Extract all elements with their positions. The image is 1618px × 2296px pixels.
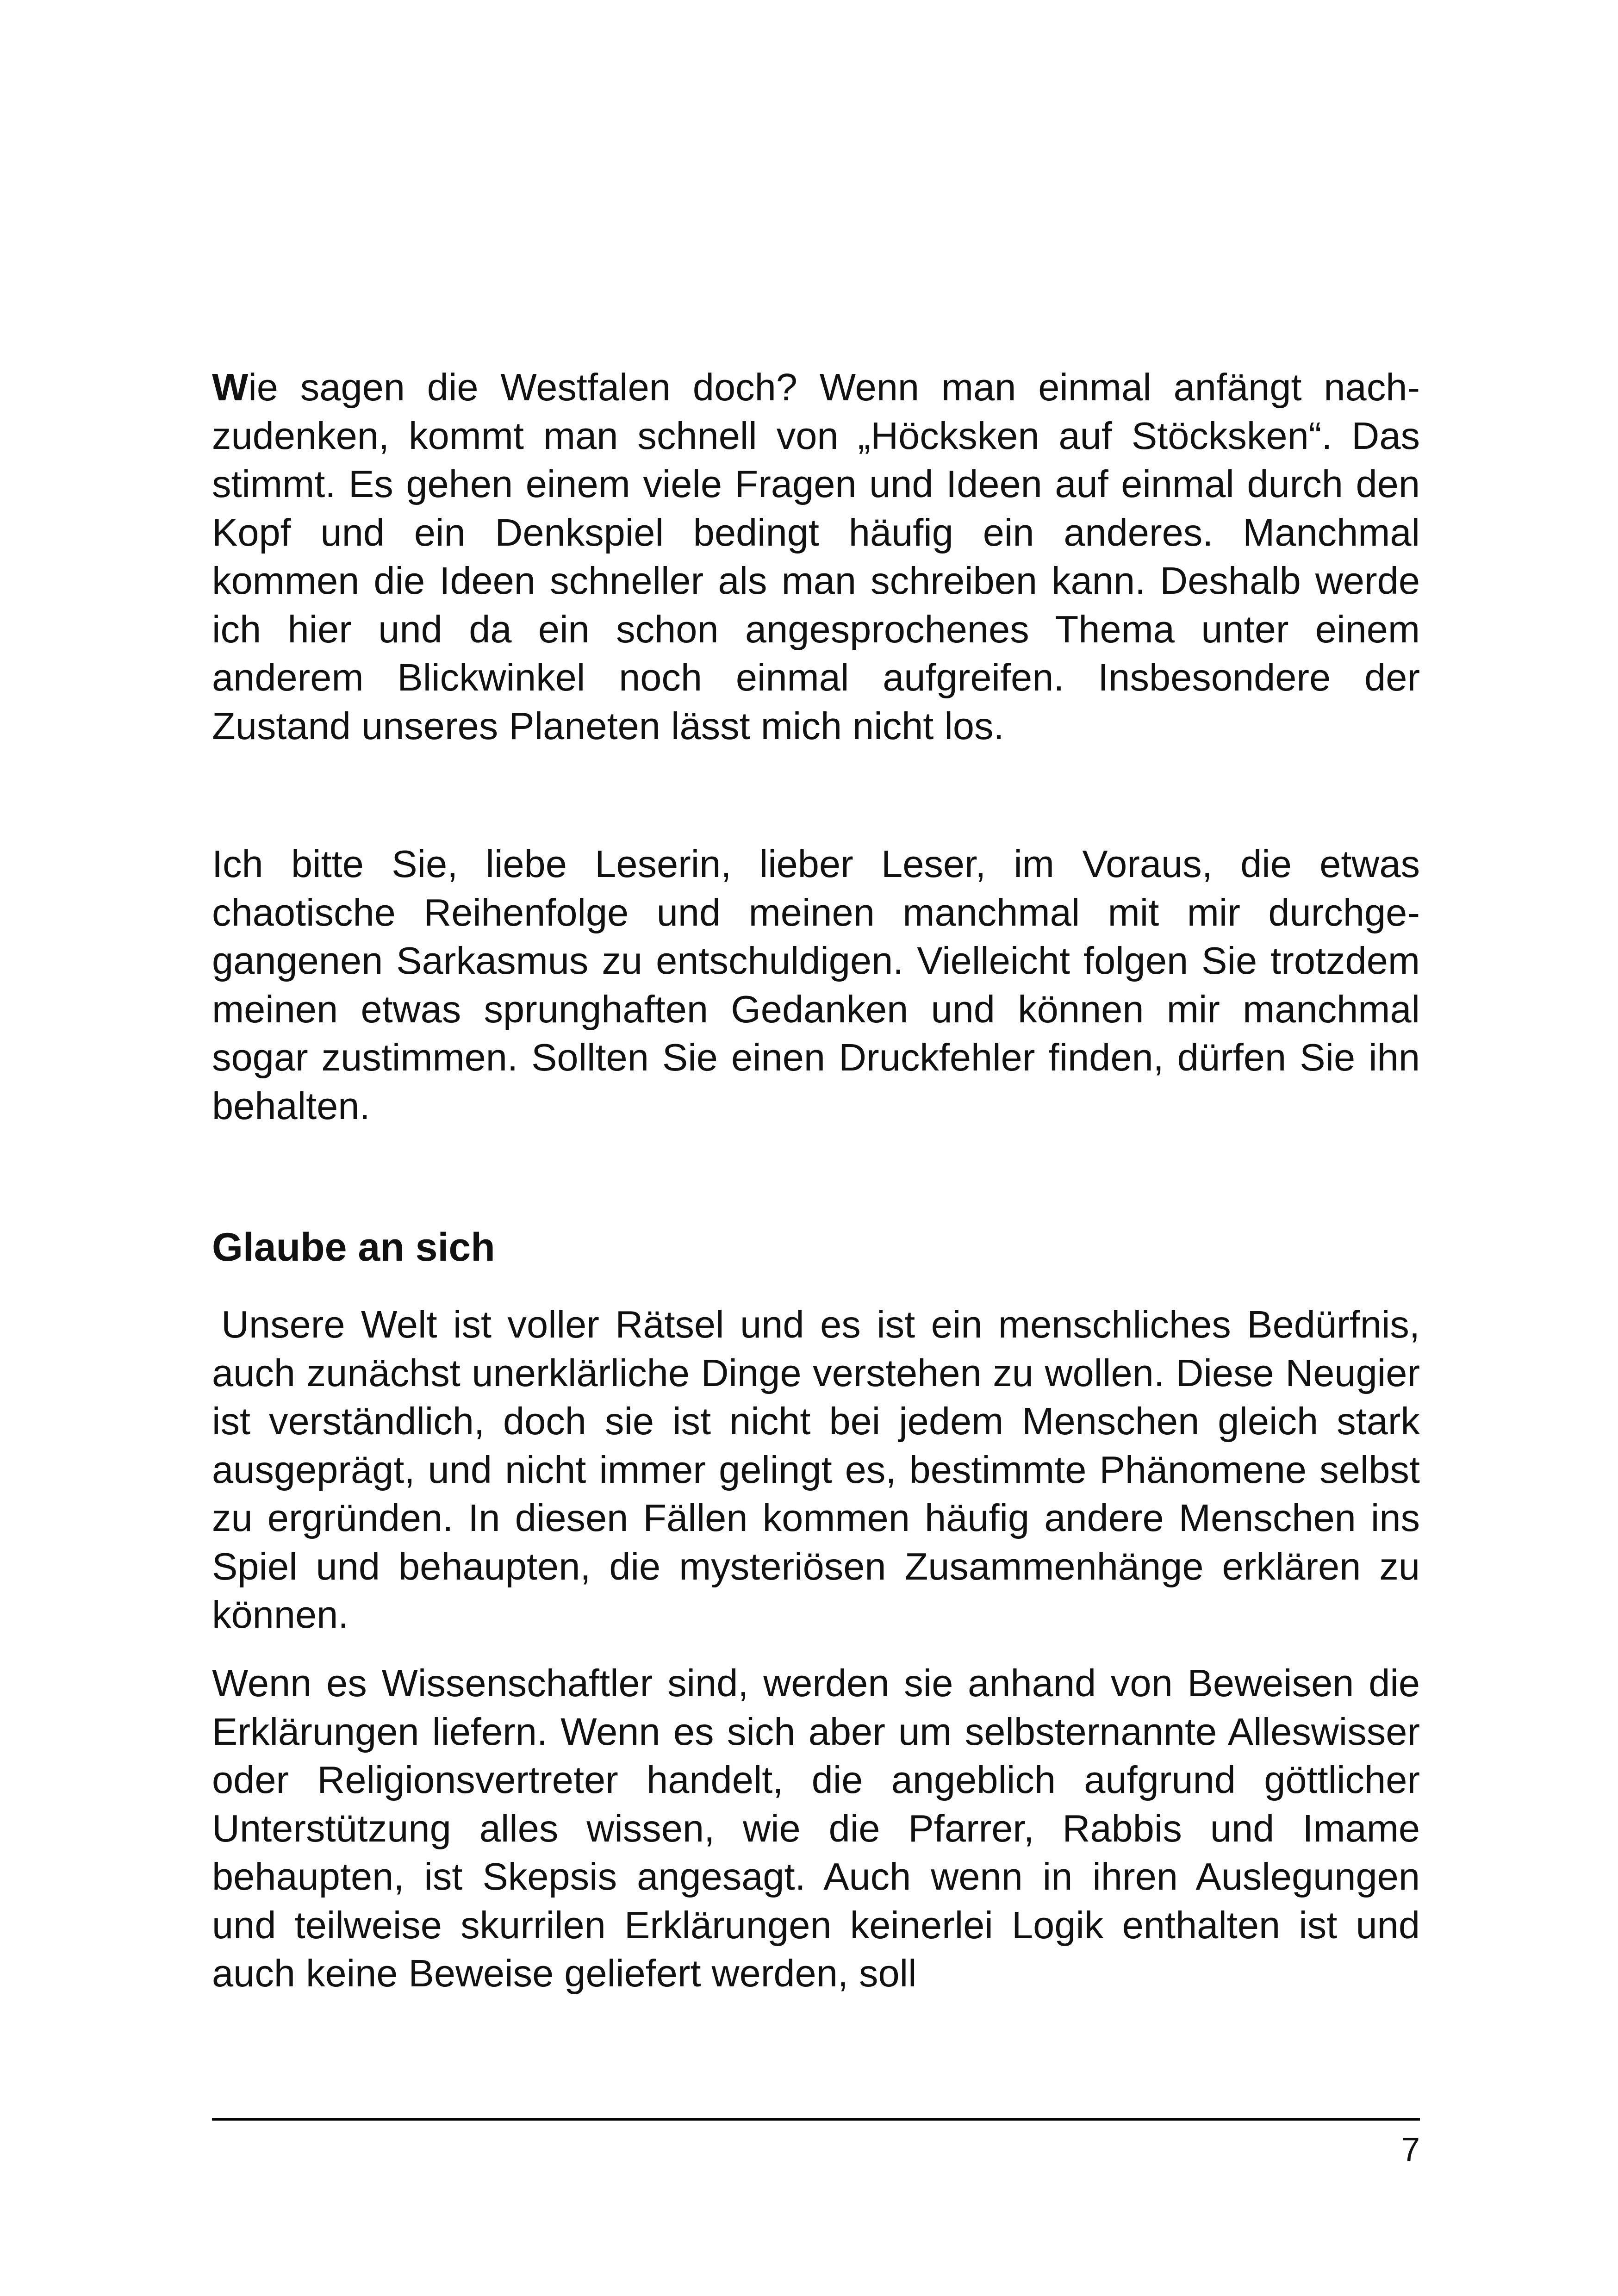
intro-paragraph-1-body: ie sagen die Westfalen doch? Wenn man einmal anfängt nachzudenken, kommt man schnell von „Höcksken auf Stöcksken“. Das stimmt. Es gehen einem viele Fragen und Ideen auf einmal durch den Kopf und ein Denkspiel bedingt häufig ein anderes. Manchmal kommen die Ideen schneller als man schreiben kann. Deshalb werde ich hier und da ein schon angesprochenes Thema unter einem anderem Blickwinkel noch einmal aufgreifen. Insbesondere der Zustand unseres Planeten lässt mich nicht los. [212, 366, 1420, 747]
section-paragraph-2 [212, 1659, 1420, 1998]
intro-paragraph-2-text: Ich bitte Sie, liebe Leserin, lieber Leser, im Voraus, die etwas chaotische Reihenfolge und meinen manchmal mit mir durchgegangenen Sarkasmus zu entschuldigen. Vielleicht folgen Sie trotzdem meinen etwas sprunghaften Gedanken und können mir manchmal sogar zustimmen. Sollten Sie einen Druckfehler finden, dürfen Sie ihn behalten. [212, 842, 1420, 1127]
section-paragraph-1-text: Unsere Welt ist voller Rätsel und es ist ein menschliches Bedürfnis, auch zunächst unerklärliche Dinge verstehen zu wollen. Diese Neugier ist verständlich, doch sie ist nicht bei jedem Menschen gleich stark ausgeprägt, und nicht immer gelingt es, bestimmte Phänomene selbst zu ergründen. In diesen Fällen kommen häufig andere Menschen ins Spiel und behaupten, die mysteriösen Zusammenhänge erklären zu können. [212, 1303, 1420, 1636]
intro-paragraph-1-text [212, 363, 1420, 750]
page-number: 7 [1401, 2131, 1420, 2168]
footer-rule [212, 2118, 1420, 2121]
section-paragraph-2-text: Wenn es Wissenschaftler sind, werden sie anhand von Beweisen die Erklärungen liefern. Wenn es sich aber um selbsternannte Alleswisser oder Religionsvertreter handelt, die angeblich aufgrund göttlicher Unterstützung alles wissen, wie die Pfarrer, Rabbis und Imame behaupten, ist Skepsis angesagt. Auch wenn in ihren Auslegungen und teilweise skurrilen Erklärungen keinerlei Logik enthalten ist und auch keine Beweise geliefert werden, soll [212, 1661, 1420, 1995]
intro-paragraph-2 [212, 840, 1420, 1130]
section-heading: Glaube an sich [212, 1225, 495, 1269]
section-paragraph-1 [212, 1300, 1420, 1639]
drop-letter: W [212, 366, 249, 409]
intro-paragraph-1 [212, 363, 1420, 750]
